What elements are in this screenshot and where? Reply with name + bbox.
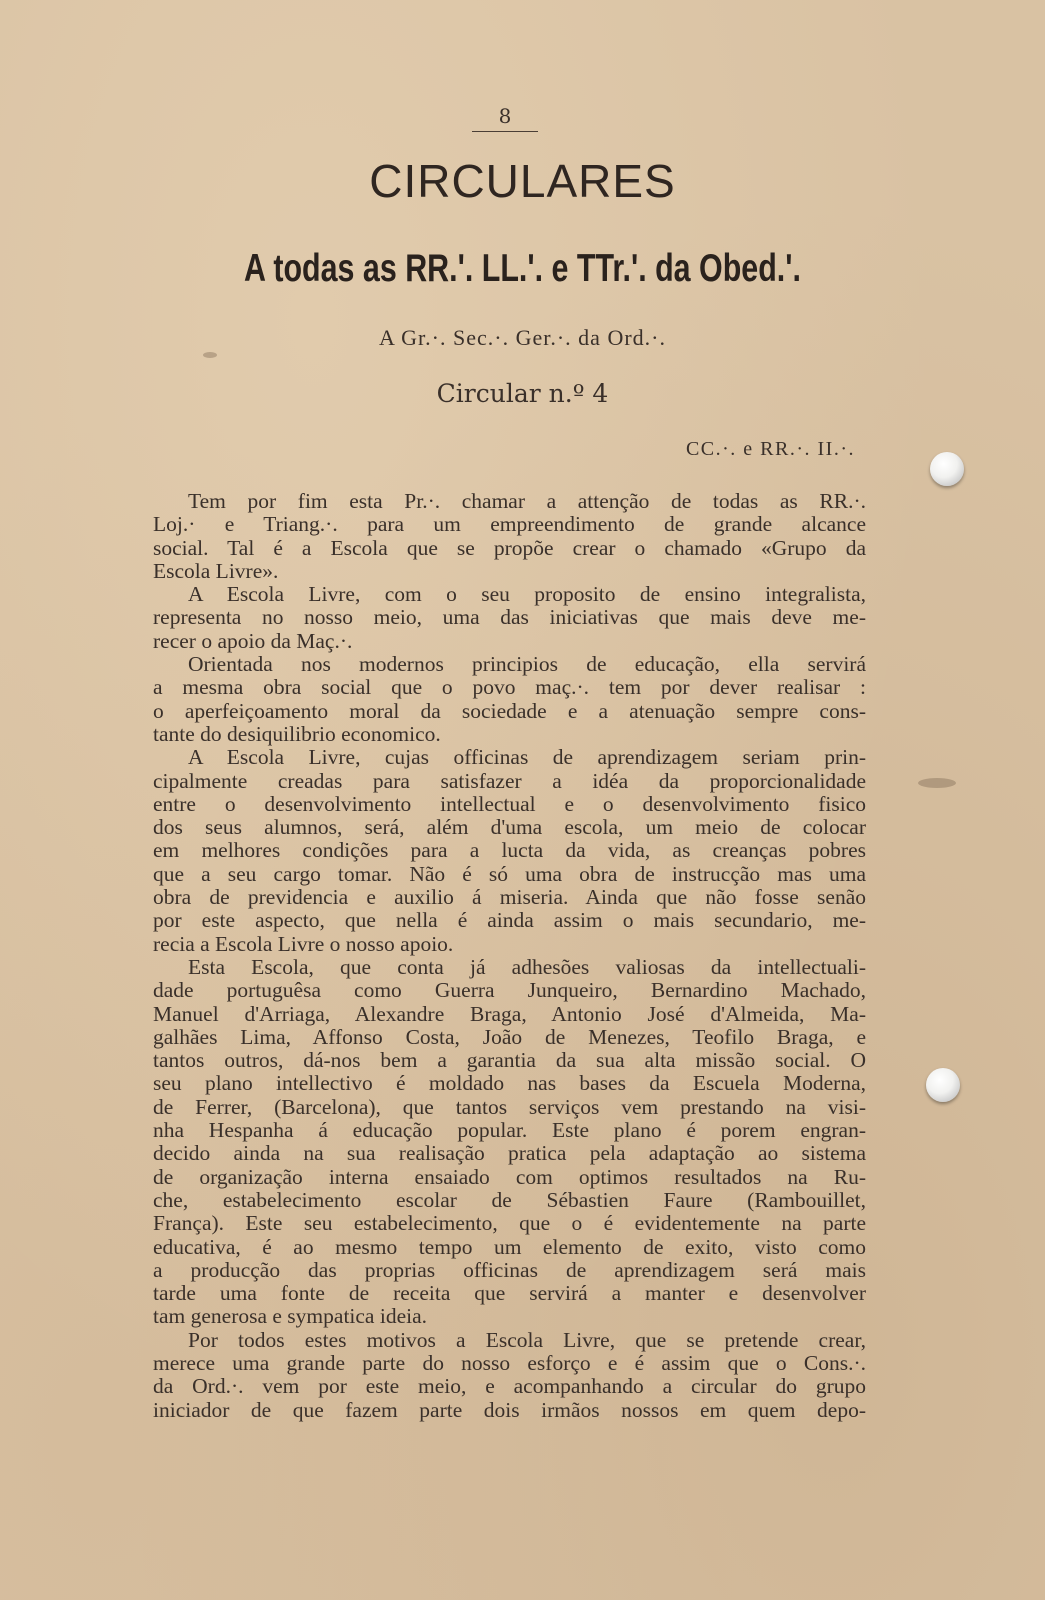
text-line: em melhores condições para a lucta da vida, as creanças pobres (153, 838, 866, 863)
text-line: representa no nosso meio, uma das iniciativas que mais deve me- (153, 605, 866, 630)
text-line: dos seus alumnos, será, além d'uma escola, um meio de colocar (153, 815, 866, 840)
text-line: tam generosa e sympatica ideia. (153, 1304, 428, 1329)
text-line: da Ord.·. vem por este meio, e acompanhando a circular do grupo (153, 1374, 866, 1399)
binder-hole-bottom (926, 1068, 960, 1102)
text-line: de Ferrer, (Barcelona), que tantos serviços vem prestando na visi- (153, 1094, 866, 1119)
text-line: França). Este seu estabelecimento, que o é evidentemente na parte (153, 1211, 866, 1236)
text-line: iniciador de que fazem parte dois irmãos nossos em quem depo- (153, 1397, 866, 1422)
text-line: recer o apoio da Maç.·. (153, 628, 353, 653)
text-line: tantos outros, dá-nos bem a garantia da sua alta missão social. O (153, 1048, 866, 1073)
text-line: educativa, é ao mesmo tempo um elemento de exito, visto como (153, 1234, 866, 1259)
text-line: tante do desiquilibrio economico. (153, 721, 441, 746)
page-number-rule (472, 131, 538, 132)
text-line: dade portuguêsa como Guerra Junqueiro, Bernardino Machado, (153, 978, 866, 1003)
paragraph-first-line: Esta Escola, que conta já adhesões valiosas da intellectuali- (188, 954, 866, 979)
text-line: que a seu cargo tomar. Não é só uma obra de instrucção mas uma (153, 861, 866, 886)
binder-hole-top (930, 452, 964, 486)
paragraph-first-line: Por todos estes motivos a Escola Livre, que se pretende crear, (188, 1327, 866, 1352)
text-line: por este aspecto, que nella é ainda assim o mais secundario, me- (153, 908, 866, 933)
page-subtitle: A todas as RR.'. LL.'. e TTr.'. da Obed.'. (244, 247, 801, 290)
page-number: 8 (498, 104, 512, 128)
text-line: a producção das proprias officinas de aprendizagem será mais (153, 1257, 866, 1282)
organization-line: A Gr.·. Sec.·. Ger.·. da Ord.·. (379, 325, 666, 350)
circular-number: Circular n.º 4 (436, 379, 609, 408)
paper-smudge (918, 778, 956, 788)
text-line: nha Hespanha á educação popular. Este plano é porem engran- (153, 1118, 866, 1143)
page-title: CIRCULARES (369, 155, 676, 207)
paper-speck (203, 352, 217, 358)
text-line: Escola Livre». (153, 558, 279, 583)
text-line: che, estabelecimento escolar de Sébastien Faure (Rambouillet, (153, 1187, 866, 1212)
text-line: o aperfeiçoamento moral da sociedade e a atenuação sempre cons- (153, 698, 866, 723)
paragraph-first-line: Tem por fim esta Pr.·. chamar a attenção de todas as RR.·. (188, 489, 866, 513)
text-line: galhães Lima, Affonso Costa, João de Menezes, Teofilo Braga, e (153, 1024, 866, 1049)
paragraph-first-line: A Escola Livre, com o seu proposito de ensino integralista, (188, 582, 866, 607)
text-line: de organização interna ensaiado com optimos resultados na Ru- (153, 1164, 866, 1189)
text-line: Loj.· e Triang.·. para um empreendimento de grande alcance (153, 512, 866, 537)
text-line: Manuel d'Arriaga, Alexandre Braga, Antonio José d'Almeida, Ma- (153, 1001, 866, 1026)
text-line: entre o desenvolvimento intellectual e o desenvolvimento fisico (153, 791, 866, 816)
text-line: decido ainda na sua realisação pratica pela adaptação ao sistema (153, 1141, 866, 1166)
salutation: CC.·. e RR.·. II.·. (685, 438, 855, 460)
text-line: seu plano intellectivo é moldado nas bases da Escuela Moderna, (153, 1071, 866, 1096)
text-line: recia a Escola Livre o nosso apoio. (153, 931, 454, 956)
text-line: a mesma obra social que o povo maç.·. tem por dever realisar : (153, 675, 866, 700)
text-line: merece uma grande parte do nosso esforço e é assim que o Cons.·. (153, 1350, 866, 1375)
text-line: obra de previdencia e auxilio á miseria. Ainda que não fosse senão (153, 885, 866, 910)
paragraph-first-line: A Escola Livre, cujas officinas de aprendizagem seriam prin- (188, 745, 866, 770)
text-line: tarde uma fonte de receita que servirá a manter e desenvolver (153, 1281, 866, 1306)
paragraph-first-line: Orientada nos modernos principios de educação, ella servirá (188, 652, 866, 677)
text-line: social. Tal é a Escola que se propõe crear o chamado «Grupo da (153, 535, 866, 560)
body-text (153, 490, 866, 1422)
text-line: cipalmente creadas para satisfazer a idéa da proporcionalidade (153, 768, 866, 793)
